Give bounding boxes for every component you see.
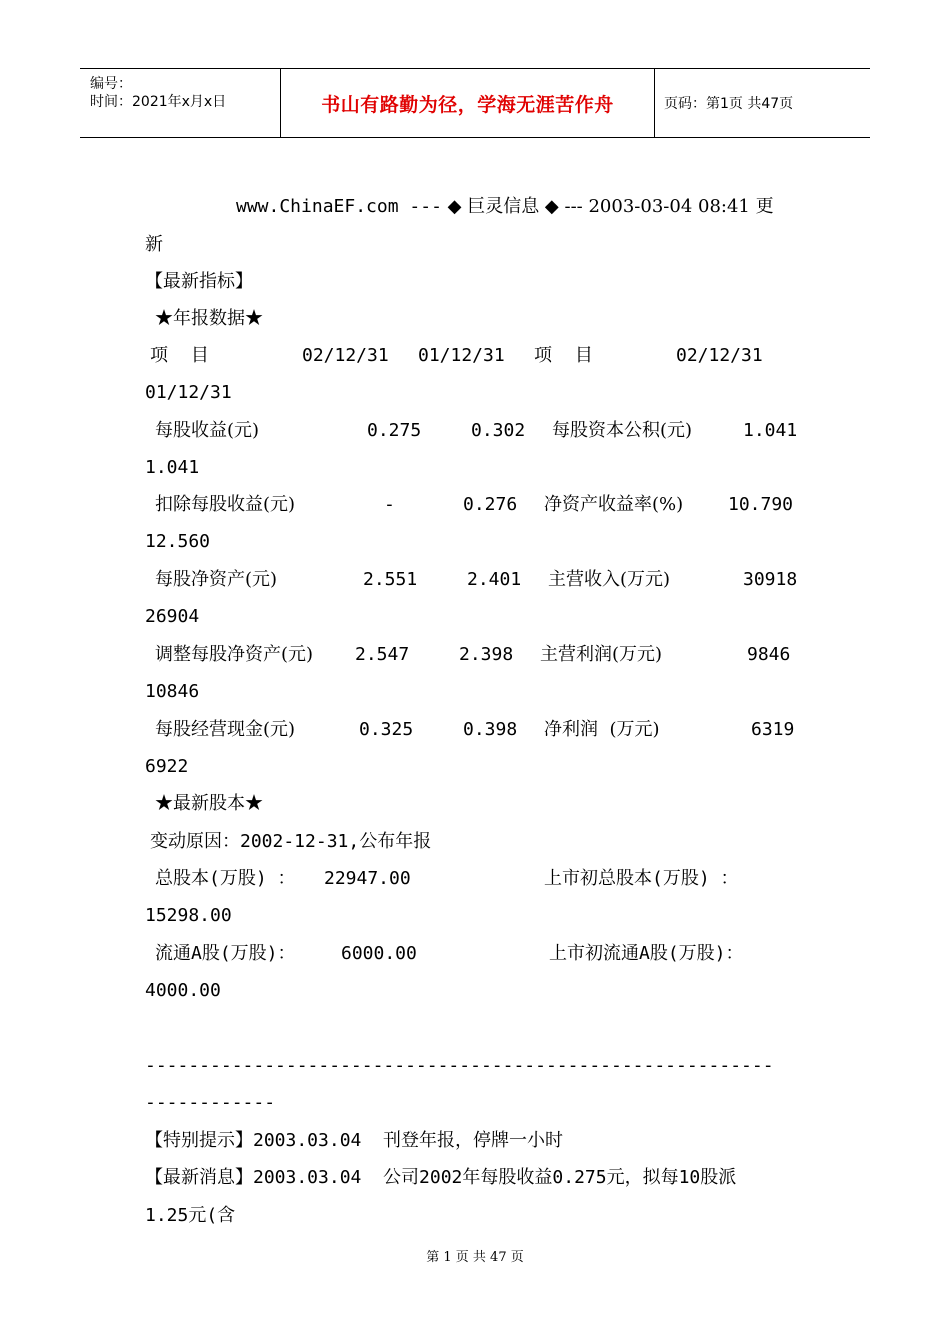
- row-label-left: 每股经营现金(元): [155, 719, 296, 740]
- source-line-cont: 新: [145, 234, 163, 255]
- header-date-left-1: 02/12/31: [302, 345, 389, 366]
- row-label-right: 净资产收益率(%): [544, 494, 684, 515]
- row-value: 0.398: [463, 719, 518, 740]
- row-value: 0.302: [471, 420, 526, 441]
- float-shares-value: 6000.00: [341, 943, 417, 964]
- row-value: -: [384, 494, 395, 515]
- row-value: 2.551: [363, 569, 418, 590]
- row-label-right: 主营利润(万元): [540, 644, 663, 665]
- row-value: 2.401: [467, 569, 522, 590]
- section-latest-indicators: 【最新指标】: [145, 271, 253, 292]
- row-value: 6319: [751, 719, 795, 740]
- header-item-right: 项 目: [534, 345, 593, 366]
- row-value: 12.560: [145, 531, 211, 552]
- float-shares-label: 流通A股(万股)：: [155, 943, 296, 964]
- document-header: [80, 68, 870, 138]
- row-label-right: 净利润 (万元): [544, 719, 660, 740]
- header-item-left: 项 目: [150, 345, 209, 366]
- row-value: 30918: [743, 569, 798, 590]
- row-value: 9846: [747, 644, 791, 665]
- header-date-left-2: 01/12/31: [418, 345, 505, 366]
- row-value: 1.041: [743, 420, 798, 441]
- header-meta-cell: [80, 69, 281, 137]
- ipo-float-shares-value: 4000.00: [145, 980, 221, 1001]
- row-label-right: 每股资本公积(元): [552, 420, 693, 441]
- ipo-total-shares-label: 上市初总股本(万股) ：: [544, 868, 739, 889]
- row-label-left: 扣除每股收益(元): [155, 494, 296, 515]
- total-shares-value: 22947.00: [324, 868, 411, 889]
- row-value: 1.041: [145, 457, 200, 478]
- section-annual-report: ★年报数据★: [155, 308, 263, 329]
- row-value: 26904: [145, 606, 200, 627]
- row-value: 6922: [145, 756, 189, 777]
- motto: 书山有路勤为径，学海无涯苦作舟: [281, 69, 655, 137]
- latest-news: 【最新消息】2003.03.04 公司2002年每股收益0.275元，拟每10股派: [145, 1167, 737, 1188]
- change-reason: 变动原因：2002-12-31,公布年报: [150, 831, 432, 852]
- row-value: 10846: [145, 681, 200, 702]
- source-provider: ◆ 巨灵信息 ◆: [447, 196, 559, 217]
- row-value: 0.325: [359, 719, 414, 740]
- time-label: 时间：2021年x月x日: [90, 94, 227, 110]
- row-value: 2.547: [355, 644, 410, 665]
- serial-label: 编号：: [90, 76, 132, 92]
- latest-news-cont: 1.25元(含: [145, 1205, 236, 1226]
- separator-line-cont: ------------: [145, 1092, 276, 1113]
- total-shares-label: 总股本(万股) ：: [155, 868, 296, 889]
- row-value: 0.276: [463, 494, 518, 515]
- row-label-left: 每股净资产(元): [155, 569, 278, 590]
- source-line: [236, 196, 774, 218]
- ipo-total-shares-value: 15298.00: [145, 905, 232, 926]
- page-footer: 第 1 页 共 47 页: [426, 1250, 524, 1265]
- header-date-right-2: 01/12/31: [145, 382, 232, 403]
- source-site: www.ChinaEF.com ---: [236, 196, 442, 217]
- row-value: 10.790: [728, 494, 794, 515]
- row-label-left: 每股收益(元): [155, 420, 260, 441]
- ipo-float-shares-label: 上市初流通A股(万股)：: [549, 943, 744, 964]
- special-notice: 【特别提示】2003.03.04 刊登年报，停牌一小时: [145, 1130, 564, 1151]
- row-label-left: 调整每股净资产(元): [155, 644, 314, 665]
- section-latest-capital: ★最新股本★: [155, 793, 263, 814]
- header-date-right-1: 02/12/31: [676, 345, 763, 366]
- row-label-right: 主营收入(万元): [548, 569, 671, 590]
- row-value: 0.275: [367, 420, 422, 441]
- row-value: 2.398: [459, 644, 514, 665]
- page-info: 页码：第1页 共47页: [664, 96, 794, 112]
- source-date: --- 2003-03-04 08:41 更: [564, 196, 774, 217]
- separator-line: ----------------------------------------------------------: [145, 1055, 774, 1076]
